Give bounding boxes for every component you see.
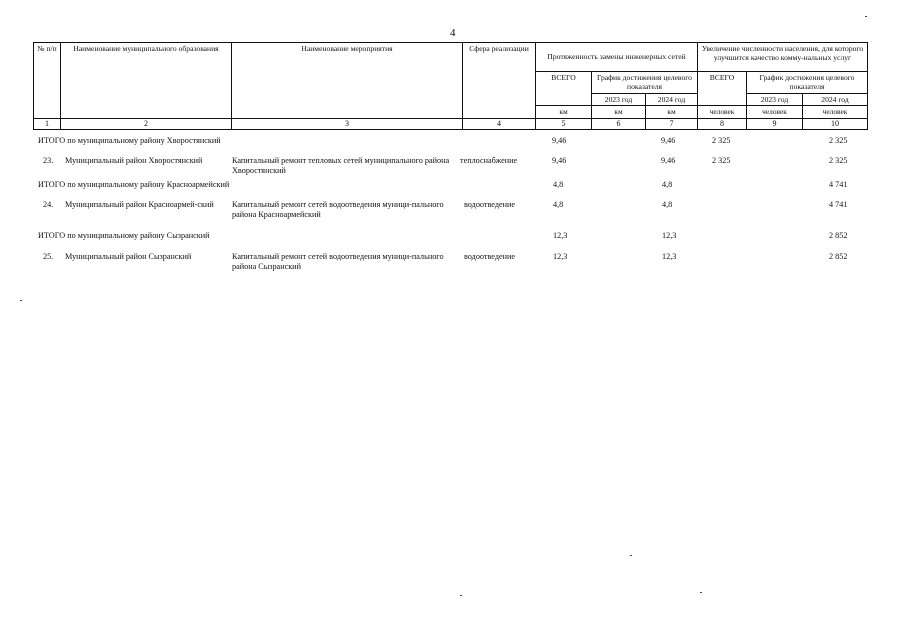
column-number: 10 xyxy=(803,118,868,129)
municipality-name: Муниципальный район Сызранский xyxy=(65,252,192,261)
unit-people: человек xyxy=(747,106,803,118)
km-2024: 12,3 xyxy=(662,252,677,261)
header-pop-total: ВСЕГО xyxy=(698,72,747,106)
header-pop-schedule: График достижения целевого показателя xyxy=(747,72,868,94)
km-2024: 12,3 xyxy=(662,231,677,240)
unit-km: км xyxy=(536,106,592,118)
header-num: № п/п xyxy=(34,43,61,119)
km-total: 9,46 xyxy=(552,136,567,145)
header-population-group: Увеличение численности населения, для которого улучшится качество комму-нальных услуг xyxy=(698,43,868,72)
sphere: водоотведение xyxy=(464,252,516,261)
scan-speck xyxy=(630,555,632,556)
scan-speck xyxy=(865,16,867,17)
row-number: 24. xyxy=(43,200,54,209)
header-sphere: Сфера реализации xyxy=(463,43,536,119)
km-2024: 9,46 xyxy=(661,156,676,165)
header-event: Наименование мероприятия xyxy=(232,43,463,119)
scan-speck xyxy=(460,595,462,596)
km-total: 12,3 xyxy=(553,252,568,261)
event-name: Капитальный ремонт тепловых сетей муниципального района Хворостянский xyxy=(232,156,450,176)
header-length-group: Протяженность замены инженерных сетей xyxy=(536,43,698,72)
km-total: 4,8 xyxy=(553,200,564,209)
km-2024: 9,46 xyxy=(661,136,676,145)
scan-speck xyxy=(20,300,22,301)
header-pop-2023: 2023 год xyxy=(747,93,803,105)
column-number: 9 xyxy=(747,118,803,129)
header-length-2024: 2024 год xyxy=(646,93,698,105)
header-pop-2024: 2024 год xyxy=(803,93,868,105)
sphere: теплоснабжение xyxy=(460,156,518,165)
pop-total: 2 325 xyxy=(712,156,731,165)
total-label: ИТОГО по муниципальному району Красноармейский xyxy=(38,180,230,189)
unit-people: человек xyxy=(698,106,747,118)
municipality-name: Муниципальный район Хворостянский xyxy=(65,156,203,165)
pop-2024: 2 852 xyxy=(829,252,848,261)
total-label: ИТОГО по муниципальному району Сызранский xyxy=(38,231,210,240)
km-total: 12,3 xyxy=(553,231,568,240)
page-number: 4 xyxy=(450,27,456,39)
event-name: Капитальный ремонт сетей водоотведения муници-пального района Красноармейский xyxy=(232,200,444,220)
header-municipality: Наименование муниципального образования xyxy=(61,43,232,119)
header-length-total: ВСЕГО xyxy=(536,72,592,106)
pop-2024: 4 741 xyxy=(829,200,848,209)
column-number: 3 xyxy=(232,118,463,129)
column-number: 5 xyxy=(536,118,592,129)
pop-2024: 4 741 xyxy=(829,180,848,189)
pop-total: 2 325 xyxy=(712,136,731,145)
event-name: Капитальный ремонт сетей водоотведения муници-пального района Сызранский xyxy=(232,252,444,272)
km-total: 9,46 xyxy=(552,156,567,165)
pop-2024: 2 325 xyxy=(829,136,848,145)
total-label: ИТОГО по муниципальному району Хворостянский xyxy=(38,136,221,145)
km-2024: 4,8 xyxy=(662,200,673,209)
row-number: 23. xyxy=(43,156,54,165)
column-number: 6 xyxy=(592,118,646,129)
column-number: 1 xyxy=(34,118,61,129)
column-number: 4 xyxy=(463,118,536,129)
sphere: водоотведение xyxy=(464,200,516,209)
unit-km: км xyxy=(646,106,698,118)
unit-km: км xyxy=(592,106,646,118)
column-number: 8 xyxy=(698,118,747,129)
pop-2024: 2 325 xyxy=(829,156,848,165)
column-number: 2 xyxy=(61,118,232,129)
table-header xyxy=(33,42,868,130)
scan-speck xyxy=(700,592,702,593)
column-number: 7 xyxy=(646,118,698,129)
km-2024: 4,8 xyxy=(662,180,673,189)
municipality-name: Муниципальный район Красноармей-ский xyxy=(65,200,214,209)
km-total: 4,8 xyxy=(553,180,564,189)
header-length-schedule: График достижения целевого показателя xyxy=(592,72,698,94)
pop-2024: 2 852 xyxy=(829,231,848,240)
unit-people: человек xyxy=(803,106,868,118)
row-number: 25. xyxy=(43,252,54,261)
header-length-2023: 2023 год xyxy=(592,93,646,105)
